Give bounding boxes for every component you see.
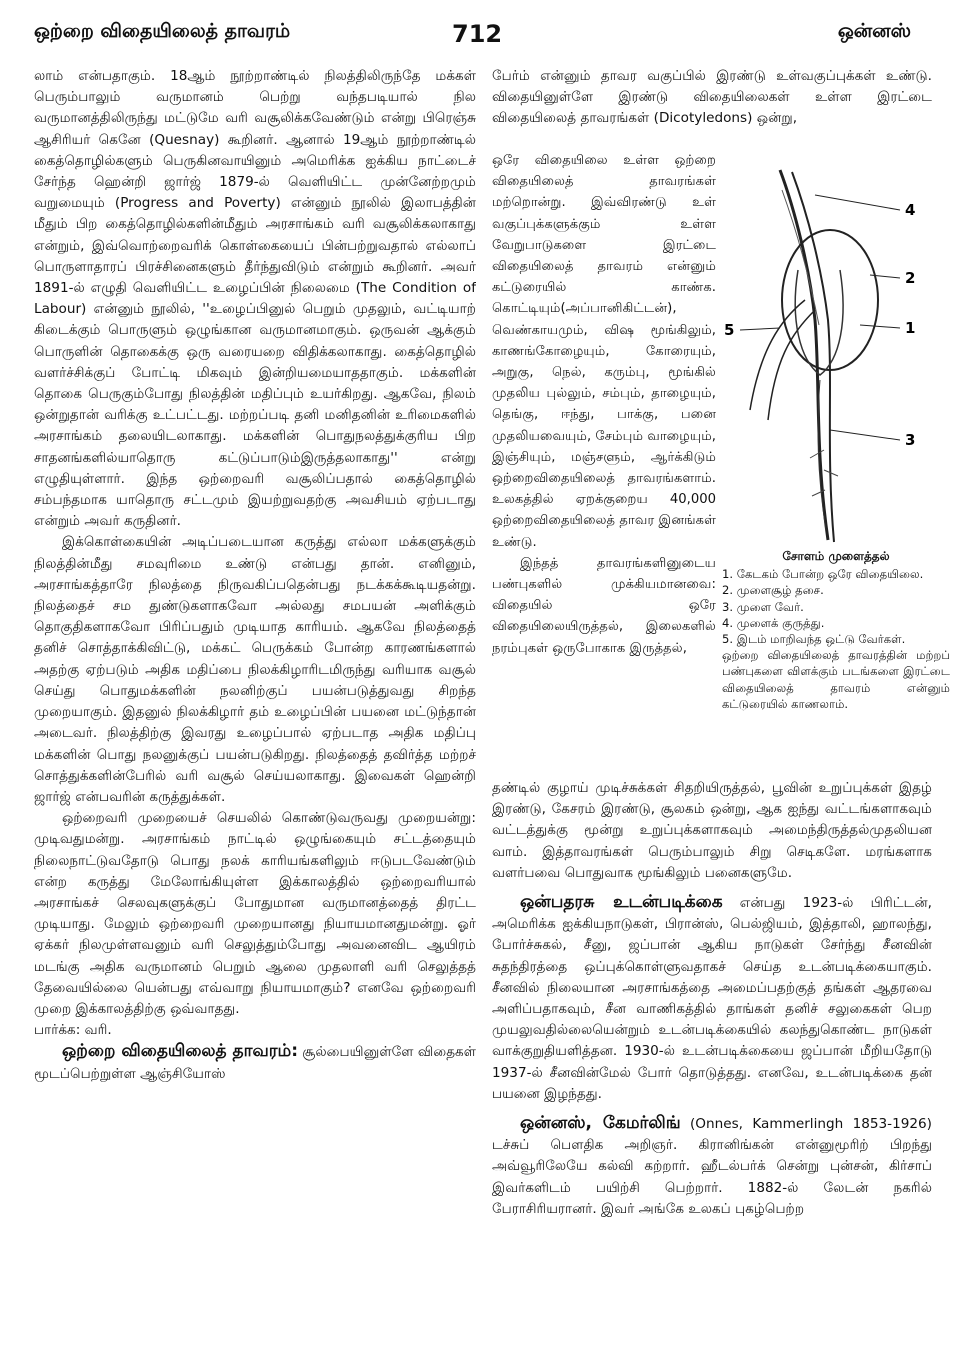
paragraph: இக்கொள்கையின் அடிப்படையான கருத்து எல்லா மக்களுக்கும் நிலத்தின்மீது சமவுரிமை உண்டு என்பது தான். எனினும், அரசாங்கத்தாரே நிலத்தை நிருவகிப்பதென்பது நடக்கக்கூடியதன்று. நிலத்தைச் சம துண்டுகளாகவோ அல்லது சமபயன் அளிக்கும் தொகுதிகளாகவோ பிரிப்பதும் முடியாத காரியம். ஆகவே நிலத்தைத் தனிச் சொத்தாக்கிவிட்டு, மக்கட் பெருக்கம் போன்ற காரணங்களால் அதற்கு ஏற்படும் அதிக மதிப்பை நிலக்கிழாரிடமிருந்து வரியாக வசூல் செய்து பொதுமக்களின் நலனிற்குப் பயன்படுத்துவது சிறந்த முறையாகும். இதனுல் நிலக்கிழார் தம் உழைப்பின் பயனை மட்டுந்தான் அடைவர். நிலத்திற்கு இவரது உழைப்பால் ஏற்படாத அதிக மதிப்பு மக்களின் பொது நலனுக்குப் பயன்படுகிறது. நிலத்தைத் தவிர்த்த மற்றச் சொத்துக்களின்பேரில் வரி வசூல் செய்யலாகாது. இவைகள் ஹென்றி ஜார்ஜ் என்பவரின் கருத்துக்கள். [34, 534, 476, 805]
paragraph: பேர்ம் என்னும் தாவர வகுப்பில் இரண்டு உள்வகுப்புக்கள் உண்டு. விதையினுள்ளே இரண்டு விதையிலைகள் உள்ள இரட்டை விதையிலைத் தாவரங்கள் (Dicotyledons) ஒன்று, [492, 68, 932, 127]
caption-item: 5. இடம் மாறிவந்த ஒட்டு வேர்கள். [722, 632, 906, 647]
see-also: பார்க்க: வரி. [34, 1022, 112, 1039]
caption-item: 2. முளைசூழ் தசை. [722, 583, 824, 598]
entry-paragraph [492, 1113, 932, 1220]
page-number: 712 [452, 20, 503, 48]
paragraph: ஒரே விதையிலை உள்ள ஒற்றை விதையிலைத் தாவரங்கள் மற்றொன்று. இவ்விரண்டு உள் வகுப்புக்களுக்கும் உள்ள வேறுபாடுகளை இரட்டை விதையிலைத் தாவரம் என்னும் கட்டுரையில் காண்க. கொட்டியும்(அப்பானிகிட்டன்), வெண்காயமும், விஷ மூங்கிலும், காணங்கோழையும், கோரையும், அறுகு, நெல், கரும்பு, மூங்கில் முதலிய புல்லும், சம்பும், தாழையும், தெங்கு, ஈந்து, பாக்கு, பனை முதலியவையும், சேம்பும் வாழையும், இஞ்சியும், மஞ்சளும், ஆர்க்கிடும் ஒற்றைவிதையிலைத் தாவரங்களாம். உலகத்தில் ஏறக்குறைய 40,000 ஒற்றைவிதையிலைத் தாவர இனங்கள் உண்டு. [492, 153, 716, 550]
caption-item: 3. முளை வேர். [722, 599, 804, 614]
running-title-left: ஒற்றை விதையிலைத் தாவரம் [34, 20, 291, 42]
figure-caption [722, 548, 950, 712]
entry-text: சூல்பையினுள்ளே விதைகள் மூடப்பெற்றுள்ள ஆஞ்சியோஸ் [34, 1044, 476, 1082]
caption-title: சோளம் முளைத்தல் [782, 549, 890, 563]
maize-germination-figure [720, 150, 950, 550]
figure-label: 3 [905, 431, 916, 449]
paragraph: இந்தத் தாவரங்களினுடைய பண்புகளில் முக்கியமானவை: விதையில் ஒரே விதையிலையிருத்தல், இலைகளில் நரம்புகள் ஒருபோகாக இருத்தல், [492, 555, 716, 656]
right-column-top [492, 66, 932, 130]
caption-note: ஒற்றை விதையிலைத் தாவரத்தின் மற்றப் பண்புகளை விளக்கும் படங்களை இரட்டை விதையிலைத் தாவரம் என்னும் கட்டுரையில் காணலாம். [722, 648, 950, 711]
entry-heading: ஒன்னஸ், கேமர்லிங் [520, 1113, 681, 1134]
running-title-right: ஒன்னஸ் [837, 20, 911, 42]
caption-item: 1. கேடகம் போன்ற ஒரே விதையிலை. [722, 567, 924, 582]
entry-text: (Onnes, Kammerlingh 1853-1926) டச்சுப் பௌதிக அறிஞர். கிரானிங்கன் என்னுமூரிற் பிறந்து அவ்வூரிலேயே கல்வி கற்றார். ஹீடல்பர்க் சென்று புன்சன், கிர்சாப் இவர்களிடம் பயிற்சி பெற்றார். 1882-ல் லேடன் நகரில் பேராசிரியரானர். இவர் அங்கே உலகப் புகழ்பெற்ற [492, 1116, 932, 1217]
figure-label: 1 [905, 319, 916, 337]
paragraph: ஒற்றைவரி முறையைச் செயலில் கொண்டுவருவது முறையன்று: முடிவதுமன்று. அரசாங்கம் நாட்டில் ஒழுங்கையும் சட்டத்தையும் நிலைநாட்டுவதோடு பொது நலக் காரியங்களிலும் ஈடுபடவேண்டும் என்ற கருத்து மேலோங்கியுள்ள இக்காலத்தில் ஒற்றைவரியால் அரசாங்கச் செலவுகளுக்குப் போதுமான வருமானத்தைத் திரட்ட முடியாது. மேலும் ஒற்றைவரி முறையானது நியாயமானதுமன்று. ஓர் ஏக்கர் நிலமுள்ளவனும் வரி செலுத்தும்போது அவனைவிட ஆயிரம் மடங்கு அதிக வருமானம் பெறும் ஆலை முதலாளி வரி செலுத்தத் தேவையில்லை யென்பது எவ்வாறு நியாயமாகும்? எனவே ஒற்றைவரி முறை இக்காலத்திற்கு ஒவ்வாதது. [34, 810, 476, 1017]
paragraph: தண்டில் குழாய் முடிச்சுக்கள் சிதறியிருத்தல், பூவின் உறுப்புக்கள் இதழ் இரண்டு, கேசரம் இரண்டு, சூலகம் ஒன்று, ஆக ஐந்து வட்டங்களாகவும் வட்டத்துக்கு மூன்று உறுப்புக்களாகவும் அமைந்திருத்தல்முதலியன வாம். இத்தாவரங்கள் பெரும்பாலும் சிறு செடிகளே. மரங்களாக வளர்பவை பொதுவாக மூங்கிலும் பனைகளுமே. [492, 780, 932, 881]
right-column-main [492, 778, 932, 1220]
left-column [34, 66, 476, 1356]
right-column-narrow [492, 150, 716, 659]
entry-paragraph [492, 892, 932, 1105]
figure-label: 4 [905, 201, 916, 219]
page-header [0, 20, 967, 54]
paragraph: லாம் என்பதாகும். 18ஆம் நூற்றாண்டில் நிலத்திலிருந்தே மக்கள் பெரும்பாலும் வருமானம் பெற்று வந்தபடியால் நில வருமானத்திலிருந்து மட்டுமே வரி வசூலிக்கவேண்டும் என்று பிரெஞ்சு ஆசிரியர் கெனே (Quesnay) கூறினர். ஆனால் 19ஆம் நூற்றாண்டில் கைத்தொழில்களும் பெருகினவாயினும் அமெரிக்க ஐக்கிய நாட்டைச் சேர்ந்த ஹென்றி ஜார்ஜ் 1879-ல் வெளியிட்ட முன்னேற்றமும் வறுமையும் (Progress and Poverty) என்னும் நூலில் இலாபத்தின் மீதும் பிற கைத்தொழில்களின்மீதும் அரசாங்கம் வரி வசூலிக்கலாகாது என்றும், இவ்வொற்றைவரிக் கொள்கையைப் பின்பற்றுவதால் எல்லாப் பொருளாதாரப் பிரச்சினைகளும் தீர்ந்துவிடும் என்றும் கூறினர். அவர் 1891-ல் எழுதி வெளியிட்ட உழைப்பின் நிலைமை (The Condition of Labour) என்னும் நூலில், ''உழைப்பினுல் பெறும் முதலும், வட்டியாற் கிடைக்கும் பொருளும் ஒழுங்கான வருமானமாகும். ஒருவன் ஆக்கும் பொருளின் தொகைக்கு ஒரு வரையறை விதிக்கலாகாது. கைத்தொழில் வளர்ச்சிக்குப் போட்டி மிகவும் இன்றியமையாததாகும். மக்களின் தொகை பெருகும்போது நிலத்தின் மதிப்பும் உயர்கிறது. ஆகவே, நிலம் ஒன்றுதான் வரிக்கு உட்பட்டது. மற்றப்படி தனி மனிதனின் உரிமைகளில் அரசாங்கம் தலையிடலாகாது. மக்களின் பொதுநலத்துக்குரிய பிற சாதனங்களில்யாதொரு கட்டுப்பாடும்இருத்தலாகாது'' என்று எழுதியுள்ளார். இந்த ஒற்றைவரி வசூலிப்பதால் கைத்தொழில் சம்பந்தமாக யாதொரு சட்டமும் இயற்றுவதற்கு அவசியம் ஏற்படாது என்றும் அவர் கருதினர். [34, 68, 476, 530]
entry-heading: ஒற்றை விதையிலைத் தாவரம்: [62, 1041, 299, 1062]
caption-item: 4. முளைக் குருத்து. [722, 615, 825, 630]
figure-label: 2 [905, 269, 916, 287]
figure-label: 5 [724, 321, 735, 339]
entry-text: என்பது 1923-ல் பிரிட்டன், அமெரிக்க ஐக்கியநாடுகள், பிரான்ஸ், பெல்ஜியம், இத்தாலி, ஹாலந்து, போர்ச்சுகல், சீனு, ஜப்பான் ஆகிய நாடுகள் சேர்ந்து சீனவின் சுதந்திரத்தை ஒப்புக்கொள்ளுவதாகச் செய்த உடன்படிக்கையாகும். சீனவில் நிலையான அரசாங்கத்தை அமைப்பதற்குத் தங்கள் ஆதரவை அளிப்பதாகவும், சீன வாணிகத்தில் தாங்கள் தனிச் சலுகைகள் பெற முயலுவதில்லையென்றும் உடன்படிக்கையில் கலந்துகொண்ட நாடுகள் வாக்குறுதியளித்தன. 1930-ல் உடன்படிக்கையை ஜப்பான் மீறியதோடு 1937-ல் சீனவின்மேல் போர் தொடுத்தது. எனவே, உடன்படிக்கை தன் பயனை இழந்தது. [492, 895, 932, 1102]
entry-paragraph [34, 1041, 476, 1084]
entry-heading: ஒன்பதரசு உடன்படிக்கை [520, 892, 723, 913]
